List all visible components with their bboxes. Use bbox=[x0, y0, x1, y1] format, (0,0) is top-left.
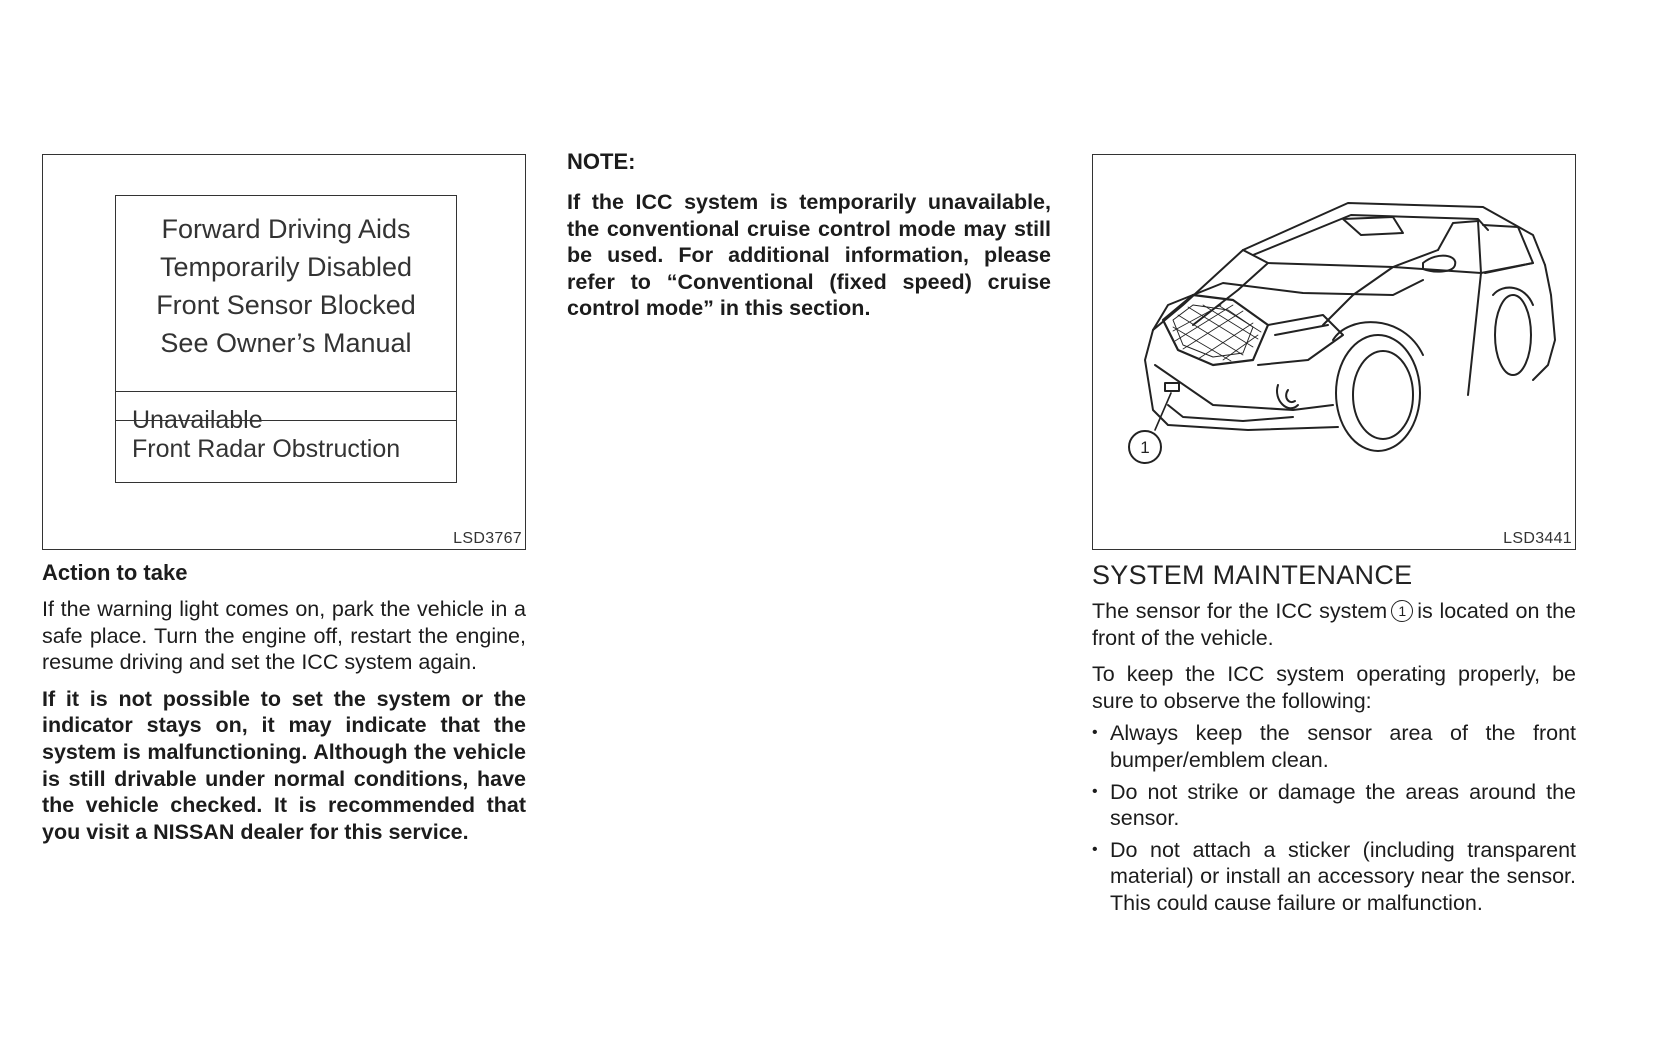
warning-display-figure bbox=[42, 154, 526, 550]
list-item: • Do not attach a sticker (including transparent material) or install an accessory near the sensor. This could cause failure or malfunction. bbox=[1092, 837, 1576, 917]
display-line: Forward Driving Aids bbox=[161, 214, 411, 244]
section-title: SYSTEM MAINTENANCE bbox=[1092, 560, 1413, 590]
action-heading: Action to take bbox=[42, 560, 188, 585]
display-line: See Owner’s Manual bbox=[160, 328, 412, 358]
note-label: NOTE: bbox=[567, 149, 636, 174]
middle-column bbox=[567, 149, 1051, 322]
right-column bbox=[1092, 154, 1576, 922]
list-item: • Always keep the sensor area of the front bumper/emblem clean. bbox=[1092, 720, 1576, 773]
sensor-location-text-b: is located on the front of the vehicle. bbox=[1092, 599, 1576, 650]
vehicle-sensor-figure bbox=[1092, 154, 1576, 550]
sensor-location-paragraph bbox=[1092, 598, 1576, 651]
display-line: Temporarily Disabled bbox=[159, 252, 413, 282]
maintenance-intro: To keep the ICC system operating properly, be sure to observe the following: bbox=[1092, 662, 1576, 713]
radar-message-box bbox=[115, 391, 457, 483]
display-line: Unavailable bbox=[132, 406, 263, 434]
malfunction-paragraph: If it is not possible to set the system or the indicator stays on, it may indicate that the system is malfunctioning. Although the vehicle is still drivable under normal conditions, have the vehicle checked. It is recommended that you visit a NISSAN dealer for this service. bbox=[42, 686, 526, 844]
figure-code: LSD3441 bbox=[1503, 530, 1572, 547]
note-text: If the ICC system is temporarily unavailable, the conventional cruise control mode may still be used. For additional information, please refer to “Conventional (fixed speed) cruise control mode” in this section. bbox=[567, 190, 1051, 321]
display-line: Front Radar Obstruction bbox=[132, 435, 401, 463]
maintenance-list bbox=[1092, 720, 1576, 916]
list-item: • Do not strike or damage the areas around the sensor. bbox=[1092, 779, 1576, 832]
figure-code: LSD3767 bbox=[453, 530, 522, 547]
display-line: Front Sensor Blocked bbox=[156, 290, 416, 320]
callout-number: 1 bbox=[1140, 438, 1150, 457]
callout-circle-icon: 1 bbox=[1391, 600, 1413, 622]
sensor-location-text-a: The sensor for the ICC system bbox=[1092, 599, 1388, 623]
vehicle-illustration bbox=[1093, 155, 1577, 551]
action-paragraph: If the warning light comes on, park the vehicle in a safe place. Turn the engine off, restart the engine, resume driving and set the ICC system again. bbox=[42, 597, 526, 675]
display-message-box bbox=[115, 195, 457, 421]
left-column bbox=[42, 154, 526, 845]
